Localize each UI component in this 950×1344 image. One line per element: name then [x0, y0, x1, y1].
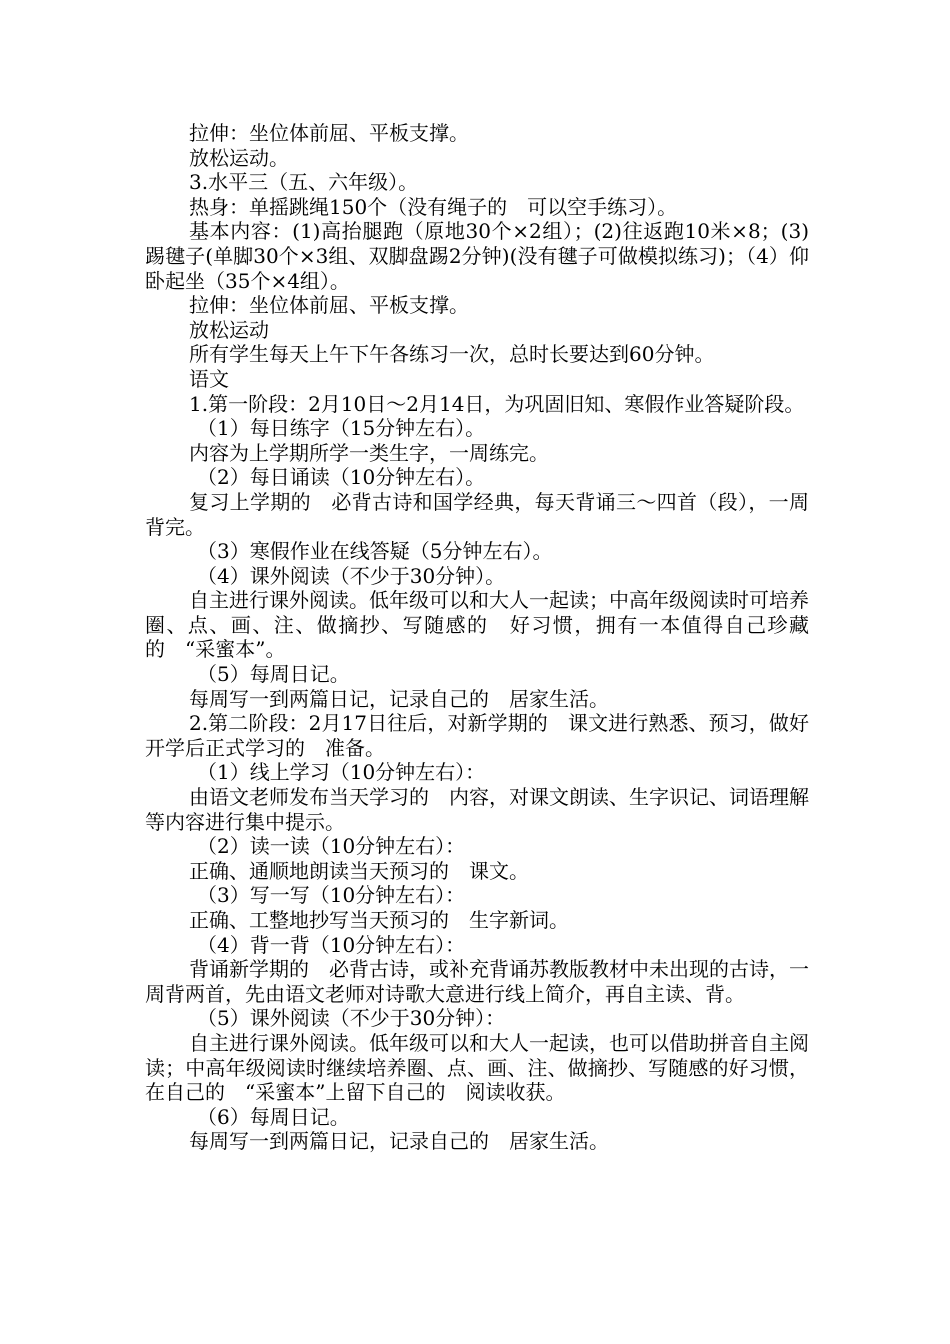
paragraph-reading-detail: 自主进行课外阅读。低年级可以和大人一起读；中高年级阅读时可培养圈、点、画、注、做摘抄、写随感的 好习惯，拥有一本值得自己珍藏的 “采蜜本”。: [145, 588, 809, 662]
item-write: （3）写一写（10分钟左右）：: [197, 883, 466, 908]
paragraph-recite-detail: 背诵新学期的 必背古诗，或补充背诵苏教版教材中未出现的古诗，一周背两首，先由语文老师对诗歌大意进行线上简介，再自主读、背。: [145, 957, 809, 1006]
item-weekly-diary: （5）每周日记。: [197, 662, 350, 687]
paragraph-stretch: 拉伸：坐位体前屈、平板支撑。: [189, 121, 469, 145]
document-body: [145, 121, 809, 1154]
item-extra-reading: （4）课外阅读（不少于30分钟）。: [197, 563, 506, 588]
paragraph-relax: 放松运动: [189, 317, 269, 342]
stage-two-heading: 2.第二阶段：2月17日往后，对新学期的 课文进行熟悉、预习，做好开学后正式学习的 准备。: [145, 711, 809, 760]
paragraph-relax: 放松运动。: [189, 145, 289, 170]
item-extra-reading-2: （5）课外阅读（不少于30分钟）：: [197, 1006, 506, 1031]
item-homework-qa: （3）寒假作业在线答疑（5分钟左右）。: [197, 539, 553, 564]
paragraph-basic-content: 基本内容：(1)高抬腿跑（原地30个×2组）；(2)往返跑10米×8；(3)踢毽子(单脚30个×3组、双脚盘踢2分钟)(没有毽子可做模拟练习)；（4）仰卧起坐（35个×4组）。: [145, 219, 809, 293]
item-read: （2）读一读（10分钟左右）：: [197, 834, 466, 859]
paragraph-recitation-detail: 复习上学期的 必背古诗和国学经典，每天背诵三～四首（段），一周背完。: [145, 489, 809, 539]
item-daily-recitation: （2）每日诵读（10分钟左右）。: [197, 465, 486, 490]
item-online-study: （1）线上学习（10分钟左右）：: [197, 760, 486, 785]
item-daily-writing: （1）每日练字（15分钟左右）。: [197, 416, 486, 441]
item-weekly-diary-2: （6）每周日记。: [197, 1104, 350, 1129]
paragraph-warmup: 热身：单摇跳绳150个（没有绳子的 可以空手练习）。: [189, 194, 678, 219]
heading-level-three: 3.水平三（五、六年级）。: [189, 170, 419, 195]
stage-one-heading: 1.第一阶段：2月10日～2月14日，为巩固旧知、寒假作业答疑阶段。: [189, 391, 805, 416]
paragraph-stretch: 拉伸：坐位体前屈、平板支撑。: [189, 293, 469, 318]
paragraph-online-study-detail: 由语文老师发布当天学习的 内容，对课文朗读、生字识记、词语理解等内容进行集中提示。: [145, 785, 809, 834]
paragraph-daily-writing-detail: 内容为上学期所学一类生字，一周练完。: [189, 440, 549, 465]
section-heading-chinese: 语文: [189, 366, 229, 391]
paragraph-diary-detail-2: 每周写一到两篇日记，记录自己的 居家生活。: [189, 1129, 609, 1154]
paragraph-total-time: 所有学生每天上午下午各练习一次，总时长要达到60分钟。: [189, 342, 715, 367]
paragraph-reading-detail-2: 自主进行课外阅读。低年级可以和大人一起读，也可以借助拼音自主阅读；中高年级阅读时继续培养圈、点、画、注、做摘抄、写随感的好习惯，在自己的 “采蜜本”上留下自己的 阅读收获。: [145, 1030, 809, 1105]
paragraph-read-detail: 正确、通顺地朗读当天预习的 课文。: [189, 858, 529, 883]
item-recite: （4）背一背（10分钟左右）：: [197, 932, 466, 957]
paragraph-write-detail: 正确、工整地抄写当天预习的 生字新词。: [189, 908, 569, 932]
paragraph-diary-detail: 每周写一到两篇日记，记录自己的 居家生活。: [189, 686, 609, 711]
